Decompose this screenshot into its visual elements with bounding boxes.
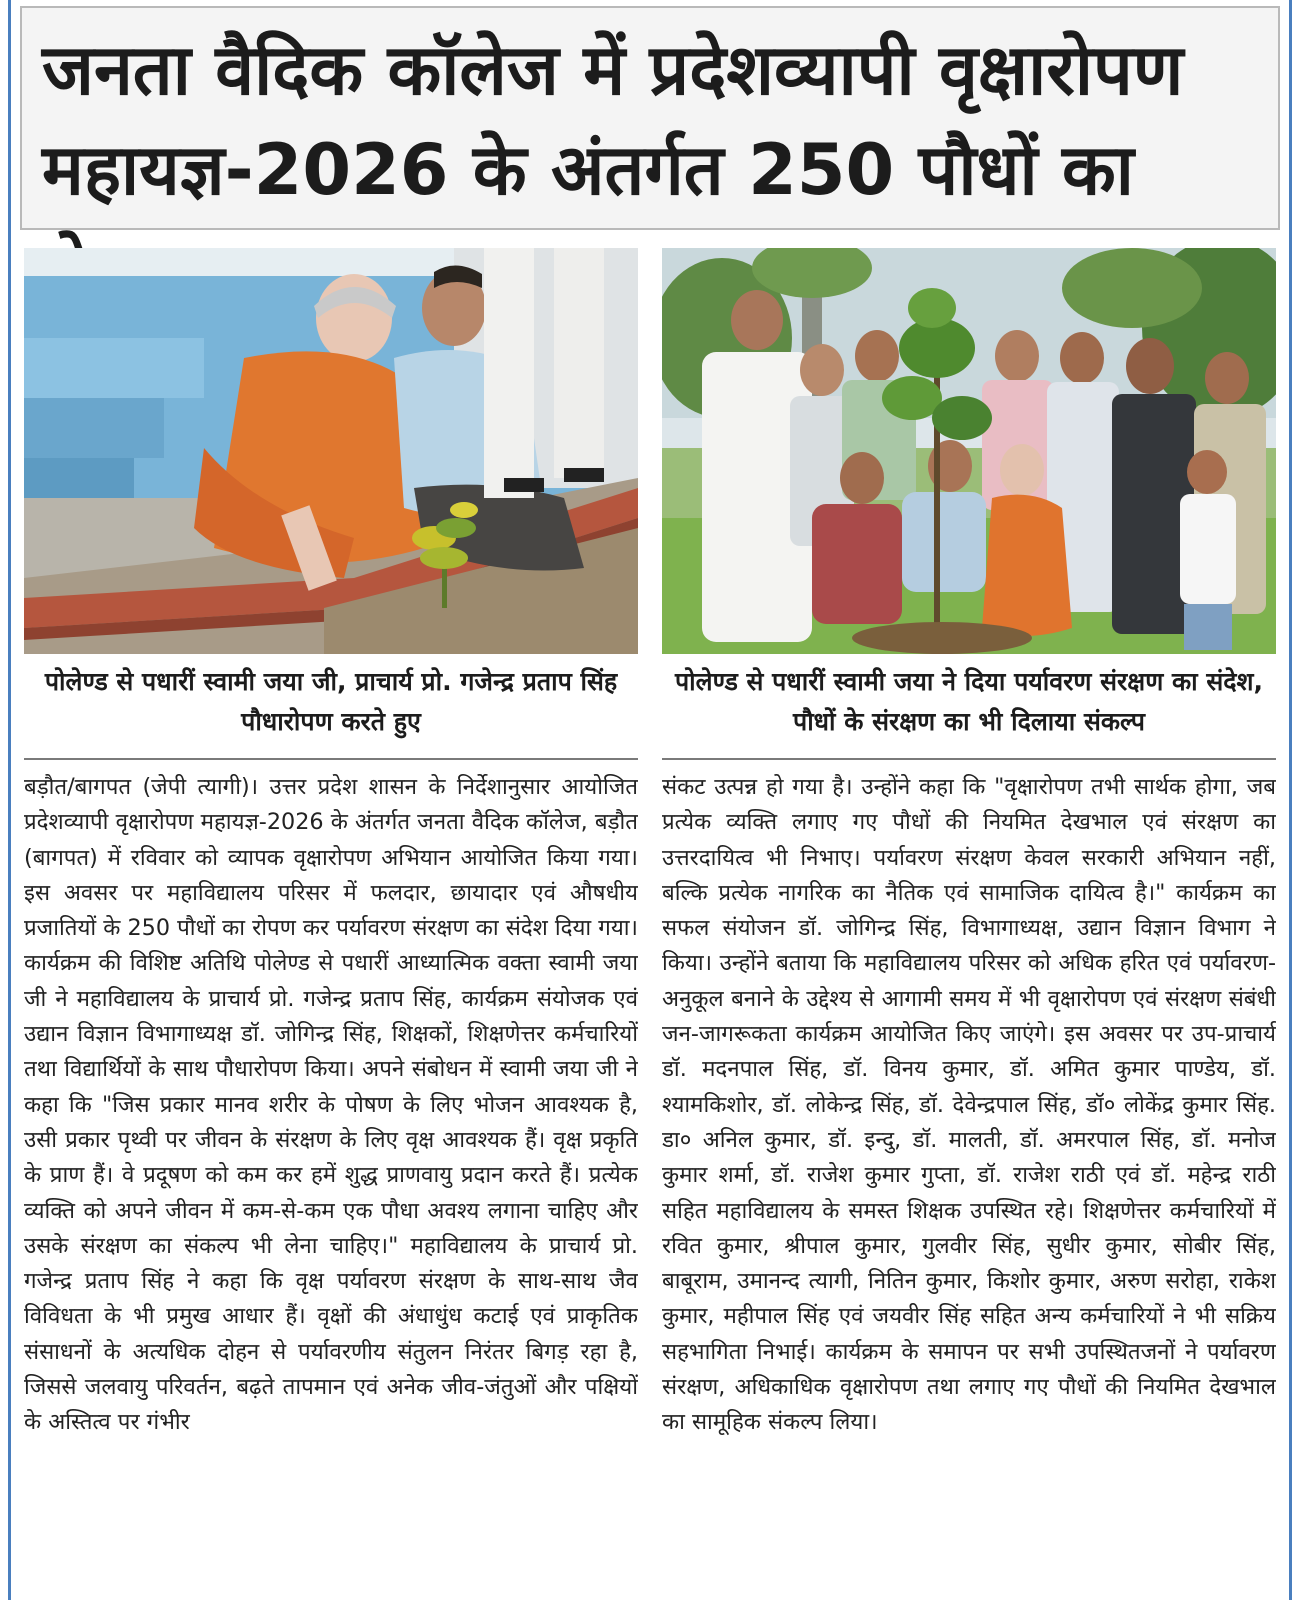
article-column-1: बड़ौत/बागपत (जेपी त्यागी)। उत्तर प्रदेश शासन के निर्देशानुसार आयोजित प्रदेशव्यापी वृक्षारोपण महायज्ञ-2026 के अंतर्गत जनता वैदिक कॉलेज, बड़ौत (बागपत) में रविवार को व्यापक वृक्षारोपण अभियान आयोजित किया गया। इस अवसर पर महाविद्यालय परिसर में फलदार, छायादार एवं औषधीय प्रजातियों के 250 पौधों का रोपण कर पर्यावरण संरक्षण का संदेश दिया गया।कार्यक्रम की विशिष्ट अतिथि पोलेण्ड से पधारीं आध्यात्मिक वक्ता स्वामी जया जी ने महाविद्यालय के प्राचार्य प्रो. गजेन्द्र प्रताप सिंह, कार्यक्रम संयोजक एवं उद्यान विज्ञान विभागाध्यक्ष डॉ. जोगिन्द्र सिंह, शिक्षकों, शिक्षणेत्तर कर्मचारियों तथा विद्यार्थियों के साथ पौधारोपण किया। अपने संबोधन में स्वामी जया जी ने कहा कि "जिस प्रकार मानव शरीर के पोषण के लिए भोजन आवश्यक है, उसी प्रकार पृथ्वी पर जीवन के संरक्षण के लिए वृक्ष आवश्यक हैं। वृक्ष प्रकृति के प्राण हैं। वे प्रदूषण को कम कर हमें शुद्ध प्राणवायु प्रदान करते हैं। प्रत्येक व्यक्ति को अपने जीवन में कम-से-कम एक पौधा अवश्य लगाना चाहिए और उसके संरक्षण का संकल्प भी लेना चाहिए।" महाविद्यालय के प्राचार्य प्रो. गजेन्द्र प्रताप सिंह ने कहा कि वृक्ष पर्यावरण संरक्षण के साथ-साथ जैव विविधता के भी प्रमुख आधार हैं। वृक्षों की अंधाधुंध कटाई एवं प्राकृतिक संसाधनों के अत्यधिक दोहन से पर्यावरणीय संतुलन निरंतर बिगड़ रहा है, जिससे जलवायु परिवर्तन, बढ़ते तापमान एवं अनेक जीव-जंतुओं और पक्षियों के अस्तित्व पर गंभीर [24, 774, 638, 1436]
caption-left-photo: पोलेण्ड से पधारीं स्वामी जया जी, प्राचार्य प्रो. गजेन्द्र प्रताप सिंह पौधारोपण करते हुए [44, 667, 618, 736]
divider-left [24, 758, 638, 760]
headline-line-1: जनता वैदिक कॉलेज में प्रदेशव्यापी वृक्षारोपण [42, 29, 1184, 111]
divider-right [662, 758, 1276, 760]
article-column-2: संकट उत्पन्न हो गया है। उन्होंने कहा कि "वृक्षारोपण तभी सार्थक होगा, जब प्रत्येक व्यक्ति लगाए गए पौधों की नियमित देखभाल एवं संरक्षण का उत्तरदायित्व भी निभाए। पर्यावरण संरक्षण केवल सरकारी अभियान नहीं, बल्कि प्रत्येक नागरिक का नैतिक एवं सामाजिक दायित्व है।" कार्यक्रम का सफल संयोजन डॉ. जोगिन्द्र सिंह, विभागाध्यक्ष, उद्यान विज्ञान विभाग ने किया। उन्होंने बताया कि महाविद्यालय परिसर को अधिक हरित एवं पर्यावरण-अनुकूल बनाने के उद्देश्य से आगामी समय में भी वृक्षारोपण एवं संरक्षण संबंधी जन-जागरूकता कार्यक्रम आयोजित किए जाएंगे। इस अवसर पर उप-प्राचार्य डॉ. मदनपाल सिंह, डॉ. विनय कुमार, डॉ. अमित कुमार पाण्डेय, डॉ. श्यामकिशोर, डॉ. लोकेन्द्र सिंह, डॉ. देवेन्द्रपाल सिंह, डॉ० लोकेंद्र कुमार सिंह. डा० अनिल कुमार, डॉ. इन्दु, डॉ. मालती, डॉ. अमरपाल सिंह, डॉ. मनोज कुमार शर्मा, डॉ. राजेश कुमार गुप्ता, डॉ. राजेश राठी एवं डॉ. महेन्द्र राठी सहित महाविद्यालय के समस्त शिक्षक उपस्थित रहे। शिक्षणेत्तर कर्मचारियों में रवित कुमार, श्रीपाल कुमार, गुलवीर सिंह, सुधीर कुमार, सोबीर सिंह, बाबूराम, उमानन्द त्यागी, नितिन कुमार, किशोर कुमार, अरुण सरोहा, राकेश कुमार, महीपाल सिंह एवं जयवीर सिंह सहित अन्य कर्मचारियों ने भी सक्रिय सहभागिता निभाई। कार्यक्रम के समापन पर सभी उपस्थितजनों ने पर्यावरण संरक्षण, अधिकाधिक वृक्षारोपण तथा लगाए गए पौधों की नियमित देखभाल का सामूहिक संकल्प लिया। [662, 774, 1276, 1436]
photo-planting-left [24, 248, 638, 654]
headline-box [20, 6, 1280, 230]
photo-planting-left-image [24, 248, 638, 654]
headline-line-2: महायज्ञ-2026 के अंतर्गत 250 पौधों का [42, 129, 1134, 211]
caption-right-photo: पोलेण्ड से पधारीं स्वामी जया ने दिया पर्यावरण संरक्षण का संदेश, पौधों के संरक्षण का भी दिलाया संकल्प [674, 667, 1264, 736]
photo-planting-right [662, 248, 1276, 654]
photo-planting-right-image [662, 248, 1276, 654]
